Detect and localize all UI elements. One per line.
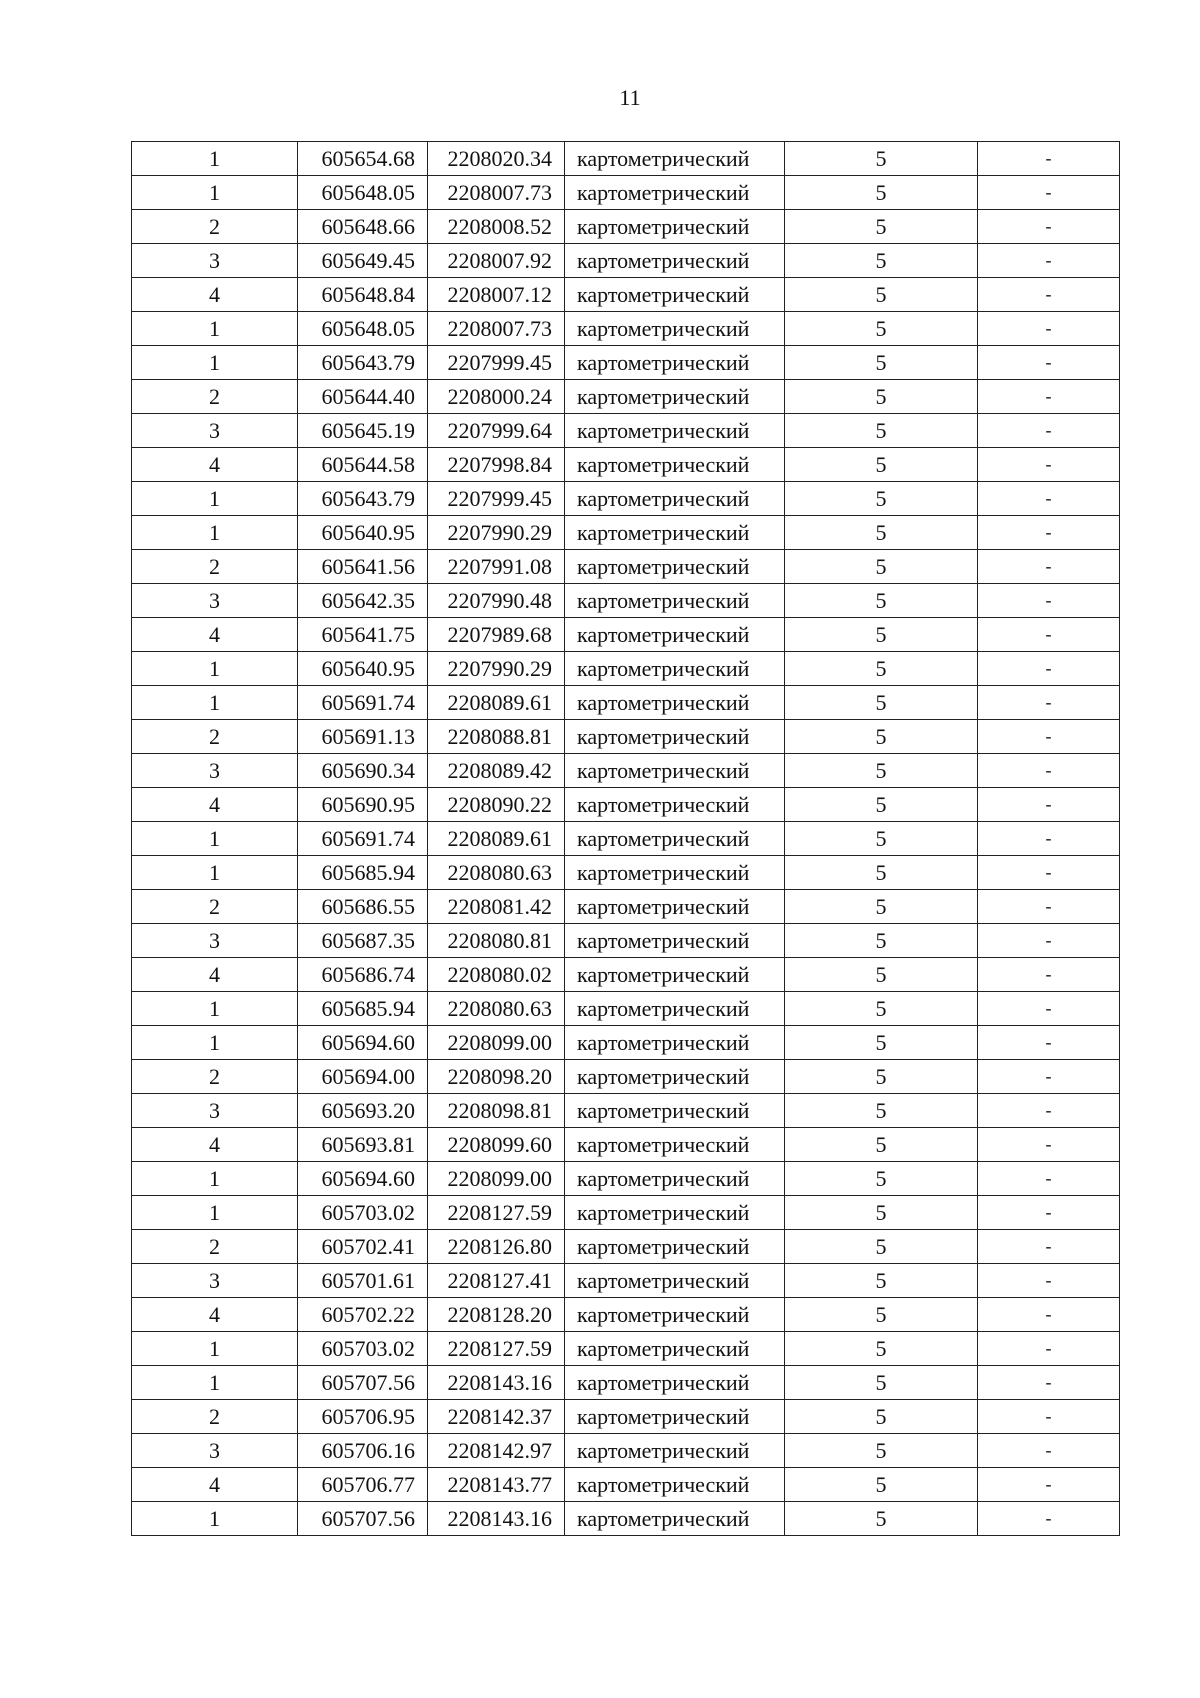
note-cell: -	[978, 1230, 1120, 1264]
table-row	[132, 992, 1120, 1026]
accuracy-cell: 5	[785, 924, 978, 958]
note-cell: -	[978, 142, 1120, 176]
method-cell: картометрический	[565, 1502, 785, 1536]
x-coordinate-cell: 605690.95	[298, 788, 428, 822]
method-cell: картометрический	[565, 1026, 785, 1060]
table-row	[132, 278, 1120, 312]
y-coordinate-cell: 2208143.16	[428, 1366, 565, 1400]
y-coordinate-cell: 2208080.02	[428, 958, 565, 992]
note-cell: -	[978, 1332, 1120, 1366]
y-coordinate-cell: 2207989.68	[428, 618, 565, 652]
x-coordinate-cell: 605686.55	[298, 890, 428, 924]
accuracy-cell: 5	[785, 1196, 978, 1230]
note-cell: -	[978, 1366, 1120, 1400]
note-cell: -	[978, 1264, 1120, 1298]
note-cell: -	[978, 652, 1120, 686]
y-coordinate-cell: 2207990.29	[428, 516, 565, 550]
note-cell: -	[978, 1060, 1120, 1094]
point-number-cell: 1	[132, 1162, 298, 1196]
accuracy-cell: 5	[785, 380, 978, 414]
x-coordinate-cell: 605648.05	[298, 176, 428, 210]
method-cell: картометрический	[565, 1094, 785, 1128]
point-number-cell: 3	[132, 754, 298, 788]
method-cell: картометрический	[565, 1298, 785, 1332]
method-cell: картометрический	[565, 618, 785, 652]
point-number-cell: 4	[132, 1128, 298, 1162]
accuracy-cell: 5	[785, 958, 978, 992]
note-cell: -	[978, 720, 1120, 754]
y-coordinate-cell: 2208089.61	[428, 686, 565, 720]
x-coordinate-cell: 605648.84	[298, 278, 428, 312]
y-coordinate-cell: 2208008.52	[428, 210, 565, 244]
table-row	[132, 652, 1120, 686]
note-cell: -	[978, 618, 1120, 652]
method-cell: картометрический	[565, 1196, 785, 1230]
accuracy-cell: 5	[785, 584, 978, 618]
table-row	[132, 414, 1120, 448]
table-row	[132, 686, 1120, 720]
point-number-cell: 3	[132, 244, 298, 278]
note-cell: -	[978, 754, 1120, 788]
x-coordinate-cell: 605706.77	[298, 1468, 428, 1502]
method-cell: картометрический	[565, 1468, 785, 1502]
accuracy-cell: 5	[785, 550, 978, 584]
point-number-cell: 3	[132, 414, 298, 448]
accuracy-cell: 5	[785, 244, 978, 278]
note-cell: -	[978, 856, 1120, 890]
x-coordinate-cell: 605706.95	[298, 1400, 428, 1434]
note-cell: -	[978, 278, 1120, 312]
point-number-cell: 1	[132, 1026, 298, 1060]
method-cell: картометрический	[565, 822, 785, 856]
table-row	[132, 1468, 1120, 1502]
x-coordinate-cell: 605685.94	[298, 992, 428, 1026]
x-coordinate-cell: 605702.41	[298, 1230, 428, 1264]
table-row	[132, 482, 1120, 516]
y-coordinate-cell: 2208080.63	[428, 992, 565, 1026]
table-row	[132, 788, 1120, 822]
x-coordinate-cell: 605654.68	[298, 142, 428, 176]
table-row	[132, 618, 1120, 652]
point-number-cell: 1	[132, 312, 298, 346]
accuracy-cell: 5	[785, 312, 978, 346]
accuracy-cell: 5	[785, 788, 978, 822]
method-cell: картометрический	[565, 890, 785, 924]
method-cell: картометрический	[565, 142, 785, 176]
method-cell: картометрический	[565, 958, 785, 992]
page-number: 11	[619, 85, 641, 110]
point-number-cell: 2	[132, 550, 298, 584]
note-cell: -	[978, 176, 1120, 210]
accuracy-cell: 5	[785, 890, 978, 924]
accuracy-cell: 5	[785, 1366, 978, 1400]
method-cell: картометрический	[565, 176, 785, 210]
accuracy-cell: 5	[785, 1298, 978, 1332]
table-row	[132, 380, 1120, 414]
table-row	[132, 584, 1120, 618]
table-row	[132, 516, 1120, 550]
method-cell: картометрический	[565, 1366, 785, 1400]
point-number-cell: 3	[132, 1264, 298, 1298]
method-cell: картометрический	[565, 754, 785, 788]
point-number-cell: 4	[132, 1298, 298, 1332]
x-coordinate-cell: 605691.74	[298, 822, 428, 856]
y-coordinate-cell: 2208089.42	[428, 754, 565, 788]
accuracy-cell: 5	[785, 754, 978, 788]
table-row	[132, 312, 1120, 346]
x-coordinate-cell: 605707.56	[298, 1366, 428, 1400]
note-cell: -	[978, 550, 1120, 584]
x-coordinate-cell: 605690.34	[298, 754, 428, 788]
accuracy-cell: 5	[785, 652, 978, 686]
point-number-cell: 4	[132, 278, 298, 312]
method-cell: картометрический	[565, 856, 785, 890]
note-cell: -	[978, 1196, 1120, 1230]
y-coordinate-cell: 2208081.42	[428, 890, 565, 924]
method-cell: картометрический	[565, 516, 785, 550]
point-number-cell: 1	[132, 346, 298, 380]
y-coordinate-cell: 2208089.61	[428, 822, 565, 856]
point-number-cell: 1	[132, 1366, 298, 1400]
table-row	[132, 1026, 1120, 1060]
point-number-cell: 2	[132, 1400, 298, 1434]
x-coordinate-cell: 605702.22	[298, 1298, 428, 1332]
x-coordinate-cell: 605691.13	[298, 720, 428, 754]
x-coordinate-cell: 605686.74	[298, 958, 428, 992]
method-cell: картометрический	[565, 924, 785, 958]
x-coordinate-cell: 605694.60	[298, 1162, 428, 1196]
x-coordinate-cell: 605644.58	[298, 448, 428, 482]
note-cell: -	[978, 924, 1120, 958]
point-number-cell: 1	[132, 856, 298, 890]
note-cell: -	[978, 210, 1120, 244]
method-cell: картометрический	[565, 1400, 785, 1434]
method-cell: картометрический	[565, 244, 785, 278]
x-coordinate-cell: 605701.61	[298, 1264, 428, 1298]
y-coordinate-cell: 2208080.63	[428, 856, 565, 890]
note-cell: -	[978, 1434, 1120, 1468]
accuracy-cell: 5	[785, 142, 978, 176]
method-cell: картометрический	[565, 1060, 785, 1094]
note-cell: -	[978, 1094, 1120, 1128]
y-coordinate-cell: 2207991.08	[428, 550, 565, 584]
y-coordinate-cell: 2208126.80	[428, 1230, 565, 1264]
method-cell: картометрический	[565, 1162, 785, 1196]
x-coordinate-cell: 605644.40	[298, 380, 428, 414]
table-row	[132, 1366, 1120, 1400]
table-row	[132, 822, 1120, 856]
y-coordinate-cell: 2207990.29	[428, 652, 565, 686]
y-coordinate-cell: 2208090.22	[428, 788, 565, 822]
note-cell: -	[978, 448, 1120, 482]
method-cell: картометрический	[565, 550, 785, 584]
x-coordinate-cell: 605706.16	[298, 1434, 428, 1468]
x-coordinate-cell: 605691.74	[298, 686, 428, 720]
table-row	[132, 142, 1120, 176]
method-cell: картометрический	[565, 312, 785, 346]
table-row	[132, 856, 1120, 890]
point-number-cell: 3	[132, 584, 298, 618]
point-number-cell: 2	[132, 380, 298, 414]
note-cell: -	[978, 788, 1120, 822]
method-cell: картометрический	[565, 1264, 785, 1298]
note-cell: -	[978, 992, 1120, 1026]
x-coordinate-cell: 605693.20	[298, 1094, 428, 1128]
method-cell: картометрический	[565, 380, 785, 414]
method-cell: картометрический	[565, 720, 785, 754]
method-cell: картометрический	[565, 1128, 785, 1162]
x-coordinate-cell: 605641.56	[298, 550, 428, 584]
point-number-cell: 2	[132, 1060, 298, 1094]
x-coordinate-cell: 605685.94	[298, 856, 428, 890]
point-number-cell: 1	[132, 1196, 298, 1230]
method-cell: картометрический	[565, 1230, 785, 1264]
method-cell: картометрический	[565, 482, 785, 516]
point-number-cell: 4	[132, 958, 298, 992]
table-row	[132, 210, 1120, 244]
x-coordinate-cell: 605643.79	[298, 482, 428, 516]
x-coordinate-cell: 605703.02	[298, 1332, 428, 1366]
point-number-cell: 1	[132, 652, 298, 686]
point-number-cell: 2	[132, 1230, 298, 1264]
accuracy-cell: 5	[785, 210, 978, 244]
x-coordinate-cell: 605643.79	[298, 346, 428, 380]
y-coordinate-cell: 2208099.60	[428, 1128, 565, 1162]
x-coordinate-cell: 605648.66	[298, 210, 428, 244]
x-coordinate-cell: 605640.95	[298, 516, 428, 550]
y-coordinate-cell: 2208142.97	[428, 1434, 565, 1468]
x-coordinate-cell: 605694.60	[298, 1026, 428, 1060]
y-coordinate-cell: 2207999.64	[428, 414, 565, 448]
point-number-cell: 1	[132, 686, 298, 720]
x-coordinate-cell: 605648.05	[298, 312, 428, 346]
note-cell: -	[978, 516, 1120, 550]
note-cell: -	[978, 1026, 1120, 1060]
x-coordinate-cell: 605694.00	[298, 1060, 428, 1094]
point-number-cell: 1	[132, 1502, 298, 1536]
x-coordinate-cell: 605642.35	[298, 584, 428, 618]
note-cell: -	[978, 1400, 1120, 1434]
x-coordinate-cell: 605707.56	[298, 1502, 428, 1536]
accuracy-cell: 5	[785, 1162, 978, 1196]
table-row	[132, 244, 1120, 278]
point-number-cell: 4	[132, 788, 298, 822]
point-number-cell: 4	[132, 1468, 298, 1502]
note-cell: -	[978, 584, 1120, 618]
method-cell: картометрический	[565, 1434, 785, 1468]
note-cell: -	[978, 482, 1120, 516]
table-row	[132, 1298, 1120, 1332]
table-row	[132, 1162, 1120, 1196]
accuracy-cell: 5	[785, 822, 978, 856]
point-number-cell: 1	[132, 482, 298, 516]
y-coordinate-cell: 2207999.45	[428, 482, 565, 516]
y-coordinate-cell: 2208007.73	[428, 176, 565, 210]
note-cell: -	[978, 1468, 1120, 1502]
y-coordinate-cell: 2208020.34	[428, 142, 565, 176]
y-coordinate-cell: 2208127.59	[428, 1332, 565, 1366]
accuracy-cell: 5	[785, 1400, 978, 1434]
note-cell: -	[978, 346, 1120, 380]
note-cell: -	[978, 1502, 1120, 1536]
method-cell: картометрический	[565, 346, 785, 380]
method-cell: картометрический	[565, 414, 785, 448]
y-coordinate-cell: 2208007.12	[428, 278, 565, 312]
method-cell: картометрический	[565, 788, 785, 822]
accuracy-cell: 5	[785, 618, 978, 652]
point-number-cell: 3	[132, 1094, 298, 1128]
point-number-cell: 2	[132, 890, 298, 924]
y-coordinate-cell: 2208007.73	[428, 312, 565, 346]
y-coordinate-cell: 2208000.24	[428, 380, 565, 414]
table-row	[132, 1502, 1120, 1536]
accuracy-cell: 5	[785, 278, 978, 312]
note-cell: -	[978, 958, 1120, 992]
y-coordinate-cell: 2208143.77	[428, 1468, 565, 1502]
method-cell: картометрический	[565, 584, 785, 618]
note-cell: -	[978, 312, 1120, 346]
y-coordinate-cell: 2207998.84	[428, 448, 565, 482]
accuracy-cell: 5	[785, 992, 978, 1026]
accuracy-cell: 5	[785, 176, 978, 210]
point-number-cell: 4	[132, 448, 298, 482]
table-row	[132, 720, 1120, 754]
accuracy-cell: 5	[785, 1468, 978, 1502]
note-cell: -	[978, 380, 1120, 414]
table-row	[132, 346, 1120, 380]
y-coordinate-cell: 2208080.81	[428, 924, 565, 958]
note-cell: -	[978, 1128, 1120, 1162]
point-number-cell: 1	[132, 516, 298, 550]
table-row	[132, 550, 1120, 584]
note-cell: -	[978, 822, 1120, 856]
accuracy-cell: 5	[785, 346, 978, 380]
accuracy-cell: 5	[785, 1060, 978, 1094]
accuracy-cell: 5	[785, 1264, 978, 1298]
y-coordinate-cell: 2208088.81	[428, 720, 565, 754]
method-cell: картометрический	[565, 210, 785, 244]
accuracy-cell: 5	[785, 1026, 978, 1060]
coordinates-table-body	[132, 142, 1120, 1536]
accuracy-cell: 5	[785, 856, 978, 890]
y-coordinate-cell: 2208143.16	[428, 1502, 565, 1536]
x-coordinate-cell: 605640.95	[298, 652, 428, 686]
table-row	[132, 754, 1120, 788]
accuracy-cell: 5	[785, 516, 978, 550]
accuracy-cell: 5	[785, 1434, 978, 1468]
y-coordinate-cell: 2208128.20	[428, 1298, 565, 1332]
table-row	[132, 1094, 1120, 1128]
y-coordinate-cell: 2208099.00	[428, 1026, 565, 1060]
table-row	[132, 958, 1120, 992]
x-coordinate-cell: 605641.75	[298, 618, 428, 652]
method-cell: картометрический	[565, 992, 785, 1026]
y-coordinate-cell: 2207999.45	[428, 346, 565, 380]
table-row	[132, 1196, 1120, 1230]
table-row	[132, 1332, 1120, 1366]
y-coordinate-cell: 2208098.81	[428, 1094, 565, 1128]
y-coordinate-cell: 2208127.59	[428, 1196, 565, 1230]
table-row	[132, 1230, 1120, 1264]
method-cell: картометрический	[565, 448, 785, 482]
point-number-cell: 1	[132, 142, 298, 176]
y-coordinate-cell: 2208098.20	[428, 1060, 565, 1094]
table-row	[132, 890, 1120, 924]
x-coordinate-cell: 605687.35	[298, 924, 428, 958]
point-number-cell: 1	[132, 176, 298, 210]
method-cell: картометрический	[565, 1332, 785, 1366]
table-row	[132, 1128, 1120, 1162]
method-cell: картометрический	[565, 652, 785, 686]
accuracy-cell: 5	[785, 414, 978, 448]
note-cell: -	[978, 686, 1120, 720]
method-cell: картометрический	[565, 686, 785, 720]
accuracy-cell: 5	[785, 1502, 978, 1536]
y-coordinate-cell: 2208127.41	[428, 1264, 565, 1298]
accuracy-cell: 5	[785, 686, 978, 720]
x-coordinate-cell: 605693.81	[298, 1128, 428, 1162]
accuracy-cell: 5	[785, 720, 978, 754]
point-number-cell: 1	[132, 1332, 298, 1366]
table-row	[132, 924, 1120, 958]
note-cell: -	[978, 414, 1120, 448]
point-number-cell: 1	[132, 822, 298, 856]
x-coordinate-cell: 605649.45	[298, 244, 428, 278]
accuracy-cell: 5	[785, 1332, 978, 1366]
accuracy-cell: 5	[785, 1128, 978, 1162]
y-coordinate-cell: 2208099.00	[428, 1162, 565, 1196]
accuracy-cell: 5	[785, 1094, 978, 1128]
y-coordinate-cell: 2207990.48	[428, 584, 565, 618]
table-row	[132, 1400, 1120, 1434]
table-row	[132, 448, 1120, 482]
point-number-cell: 3	[132, 1434, 298, 1468]
table-row	[132, 176, 1120, 210]
accuracy-cell: 5	[785, 482, 978, 516]
note-cell: -	[978, 244, 1120, 278]
note-cell: -	[978, 1298, 1120, 1332]
table-row	[132, 1434, 1120, 1468]
point-number-cell: 3	[132, 924, 298, 958]
point-number-cell: 2	[132, 210, 298, 244]
accuracy-cell: 5	[785, 1230, 978, 1264]
point-number-cell: 1	[132, 992, 298, 1026]
y-coordinate-cell: 2208142.37	[428, 1400, 565, 1434]
accuracy-cell: 5	[785, 448, 978, 482]
point-number-cell: 4	[132, 618, 298, 652]
x-coordinate-cell: 605703.02	[298, 1196, 428, 1230]
x-coordinate-cell: 605645.19	[298, 414, 428, 448]
note-cell: -	[978, 1162, 1120, 1196]
coordinates-table	[131, 141, 1120, 1536]
table-row	[132, 1264, 1120, 1298]
note-cell: -	[978, 890, 1120, 924]
table-row	[132, 1060, 1120, 1094]
method-cell: картометрический	[565, 278, 785, 312]
y-coordinate-cell: 2208007.92	[428, 244, 565, 278]
point-number-cell: 2	[132, 720, 298, 754]
